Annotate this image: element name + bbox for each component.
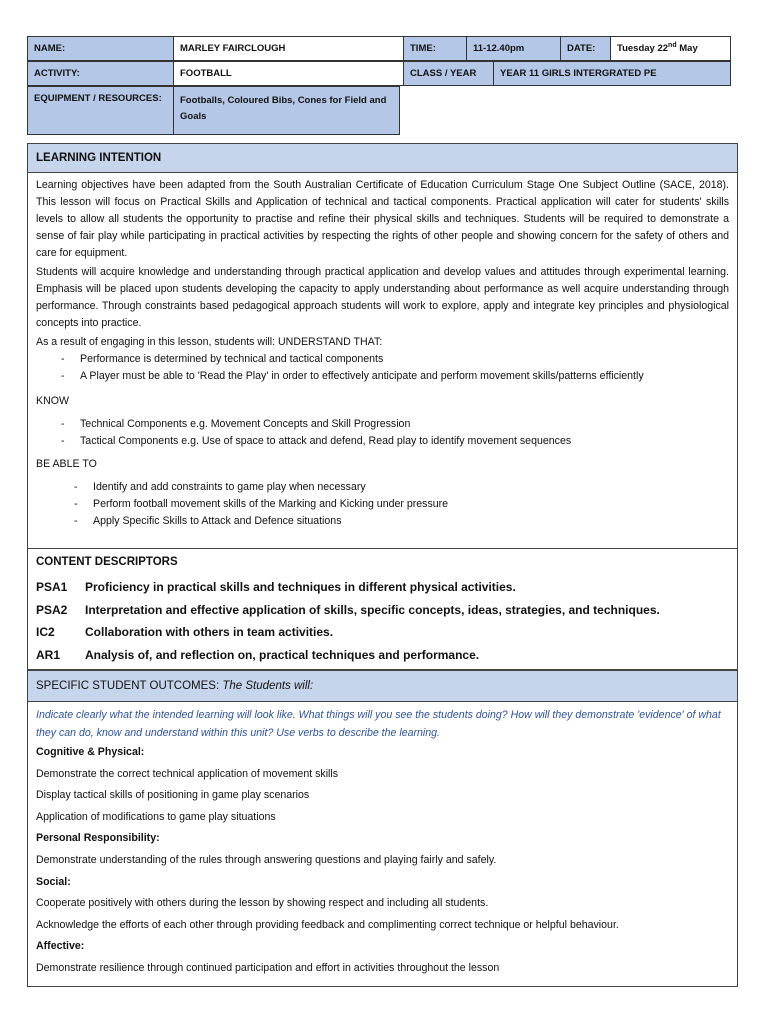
equipment-row (27, 86, 400, 135)
outcomes-title: SPECIFIC STUDENT OUTCOMES: The Students will: (28, 671, 737, 702)
descriptor-code: PSA2 (36, 602, 68, 617)
list-item: - A Player must be able to 'Read the Play' in order to effectively anticipate and perform movement skills/patterns efficiently (61, 368, 737, 385)
understand-list (28, 351, 737, 385)
outcome-item: Display tactical skills of positioning in game play scenarios (36, 789, 310, 802)
lesson-header-table (27, 36, 731, 61)
list-item: - Identify and add constraints to game play when necessary (74, 479, 737, 496)
outcome-item: Cooperate positively with others during the lesson by showing respect and including all students. (36, 897, 489, 910)
outcome-item: Demonstrate understanding of the rules through answering questions and playing fairly and safely. (36, 853, 497, 866)
activity-value: FOOTBALL (174, 62, 404, 86)
equipment-value: Footballs, Coloured Bibs, Cones for Field and Goals (174, 87, 400, 135)
outcome-item: Demonstrate resilience through continued participation and effort in activities throughout the lesson (36, 961, 500, 974)
outcome-item: Acknowledge the efforts of each other through providing feedback and complimenting correct technique or helpful behaviour. (36, 918, 619, 931)
time-label: TIME: (404, 37, 467, 61)
date-label: DATE: (561, 37, 611, 61)
activity-row (27, 61, 731, 86)
learning-intention-title: LEARNING INTENTION (28, 144, 737, 173)
descriptor-row (36, 599, 729, 622)
equipment-label: EQUIPMENT / RESOURCES: (28, 87, 174, 135)
descriptor-text: Analysis of, and reflection on, practical techniques and performance. (85, 647, 480, 662)
able-heading: BE ABLE TO (36, 458, 97, 470)
social-heading: Social: (36, 875, 71, 888)
descriptor-code: AR1 (36, 647, 61, 662)
learning-intention-para-1: Learning objectives have been adapted from the South Australian Certificate of Education Curriculum Stage One Subject Outline (SACE, 2018). This lesson will focus on Practical Skills and Application of technical and tactical components. Practical application will cater for students' skills levels to allow all students the opportunity to practise and refine their physical skills and techniques. Students will be required to demonstrate a sense of fair play while participating in practical activities by respecting the rights of other people and showing concern for the safety of others and care for equipment. (36, 179, 729, 259)
descriptor-text: Collaboration with others in team activities. (85, 625, 334, 639)
descriptor-text: Interpretation and effective application of skills, specific concepts, ideas, strategies, and techniques. (85, 602, 660, 617)
list-item: - Technical Components e.g. Movement Concepts and Skill Progression (61, 416, 737, 433)
know-heading: KNOW (36, 395, 69, 407)
name-value: MARLEY FAIRCLOUGH (174, 37, 404, 61)
understand-heading: As a result of engaging in this lesson, students will: UNDERSTAND THAT: (36, 336, 383, 348)
list-item: - Perform football movement skills of the Marking and Kicking under pressure (74, 496, 737, 513)
able-list (28, 479, 737, 530)
date-value: Tuesday 22nd May (611, 37, 731, 61)
descriptor-row (36, 644, 729, 667)
descriptor-row (36, 576, 729, 599)
class-value: YEAR 11 GIRLS INTERGRATED PE (494, 62, 731, 86)
name-label: NAME: (28, 37, 174, 61)
personal-heading: Personal Responsibility: (36, 832, 160, 845)
content-descriptors-title: CONTENT DESCRIPTORS (36, 556, 178, 568)
know-list (28, 416, 737, 450)
descriptor-code: IC2 (36, 625, 55, 639)
learning-intention-section (27, 143, 738, 549)
class-label: CLASS / YEAR (404, 62, 494, 86)
time-value: 11-12.40pm (467, 37, 561, 61)
learning-intention-para-2: Students will acquire knowledge and understanding through practical application and develop values and attitudes through experimental learning. Emphasis will be placed upon students developing the capacity to apply understanding about performance as well acquire understanding through performance. Through constraints based pedagogical approach students will work to explore, apply and integrate key principles and physiological concepts into practice. (36, 266, 729, 329)
student-outcomes-section (27, 670, 738, 987)
list-item: - Tactical Components e.g. Use of space to attack and defend, Read play to identify movement sequences (61, 433, 737, 450)
outcome-item: Demonstrate the correct technical application of movement skills (36, 767, 339, 780)
activity-label: ACTIVITY: (28, 62, 174, 86)
descriptor-code: PSA1 (36, 580, 68, 594)
list-item: - Apply Specific Skills to Attack and Defence situations (74, 513, 737, 530)
outcomes-guidance: Indicate clearly what the intended learning will look like. What things will you see the students doing? How will they demonstrate 'evidence' of what they can do, know and understand within this unit? Use verbs to describe the learning. (36, 709, 721, 739)
descriptor-text: Proficiency in practical skills and techniques in different physical activities. (85, 580, 516, 594)
cognitive-heading: Cognitive & Physical: (36, 746, 145, 758)
list-item: - Performance is determined by technical and tactical components (61, 351, 737, 368)
content-descriptors-section (27, 548, 738, 670)
outcome-item: Application of modifications to game play situations (36, 810, 276, 823)
descriptor-row (36, 621, 729, 644)
affective-heading: Affective: (36, 940, 85, 953)
